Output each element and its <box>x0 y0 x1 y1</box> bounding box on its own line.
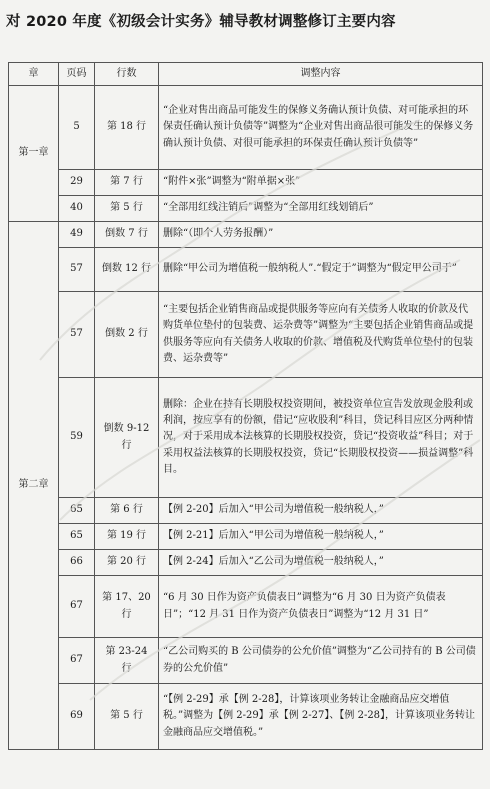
chapter-cell: 第一章 <box>9 86 59 222</box>
table-row <box>9 222 483 248</box>
line-cell: 第 19 行 <box>95 524 159 550</box>
page-cell: 66 <box>59 550 95 576</box>
content-cell: 【例 2-20】后加入“甲公司为增值税一般纳税人，” <box>159 498 483 524</box>
table-row <box>9 292 483 378</box>
line-cell: 第 17、20 行 <box>95 576 159 638</box>
table-row <box>9 248 483 292</box>
line-cell: 倒数 12 行 <box>95 248 159 292</box>
table-row <box>9 498 483 524</box>
table-row <box>9 638 483 684</box>
header-line: 行数 <box>95 63 159 86</box>
page-cell: 57 <box>59 248 95 292</box>
header-page: 页码 <box>59 63 95 86</box>
page-cell: 57 <box>59 292 95 378</box>
content-cell: 删除：企业在持有长期股权投资期间，被投资单位宣告发放现金股利或利润，按应享有的份额，借记“应收股利”科目，贷记科目应区分两种情况，对于采用成本法核算的长期股权投资，贷记“投资收益”科目；对于采用权益法核算的长期股权投资，贷记“长期股权投资——损益调整”科目。 <box>159 378 483 498</box>
line-cell: 第 5 行 <box>95 684 159 750</box>
content-cell: 删除“（即个人劳务报酬）” <box>159 222 483 248</box>
line-cell: 倒数 9-12 行 <box>95 378 159 498</box>
table-row <box>9 684 483 750</box>
content-cell: 【例 2-21】后加入“甲公司为增值税一般纳税人，” <box>159 524 483 550</box>
table-row <box>9 170 483 196</box>
line-cell: 第 18 行 <box>95 86 159 170</box>
page-cell: 65 <box>59 498 95 524</box>
content-cell: “乙公司购买的 B 公司债券的公允价值”调整为“乙公司持有的 B 公司债券的公允价值” <box>159 638 483 684</box>
content-cell: “主要包括企业销售商品或提供服务等应向有关债务人收取的价款及代购货单位垫付的包装费、运杂费等”调整为“主要包括企业销售商品或提供服务等应向有关债务人收取的价款、增值税及代购货单位垫付的包装费、运杂费等” <box>159 292 483 378</box>
page-cell: 5 <box>59 86 95 170</box>
page-cell: 59 <box>59 378 95 498</box>
header-chapter: 章 <box>9 63 59 86</box>
line-cell: 第 20 行 <box>95 550 159 576</box>
content-cell: “【例 2-29】承【例 2-28】，计算该项业务转让金融商品应交增值税。”调整为【例 2-29】承【例 2-27】、【例 2-28】，计算该项业务转让金融商品应交增值税。” <box>159 684 483 750</box>
table-row <box>9 576 483 638</box>
content-cell: “企业对售出商品可能发生的保修义务确认预计负债、对可能承担的环保责任确认预计负债等”调整为“企业对售出商品很可能发生的保修义务确认预计负债、对很可能承担的环保责任确认预计负债等” <box>159 86 483 170</box>
header-content: 调整内容 <box>159 63 483 86</box>
line-cell: 倒数 7 行 <box>95 222 159 248</box>
line-cell: 第 5 行 <box>95 196 159 222</box>
content-cell: “附件×张”调整为“附单据×张” <box>159 170 483 196</box>
page-cell: 67 <box>59 576 95 638</box>
page-cell: 49 <box>59 222 95 248</box>
line-cell: 第 6 行 <box>95 498 159 524</box>
table-row <box>9 524 483 550</box>
line-cell: 倒数 2 行 <box>95 292 159 378</box>
content-cell: “全部用红线注销后”调整为“全部用红线划销后” <box>159 196 483 222</box>
content-cell: 【例 2-24】后加入“乙公司为增值税一般纳税人，” <box>159 550 483 576</box>
table-row <box>9 196 483 222</box>
page-cell: 40 <box>59 196 95 222</box>
line-cell: 第 7 行 <box>95 170 159 196</box>
page-cell: 67 <box>59 638 95 684</box>
page-cell: 69 <box>59 684 95 750</box>
chapter-cell: 第二章 <box>9 222 59 750</box>
line-cell: 第 23-24 行 <box>95 638 159 684</box>
table-row <box>9 86 483 170</box>
table-header-row <box>9 63 483 86</box>
content-cell: 删除“甲公司为增值税一般纳税人”.“假定于”调整为“假定甲公司于” <box>159 248 483 292</box>
page-cell: 29 <box>59 170 95 196</box>
page-cell: 65 <box>59 524 95 550</box>
page-title: 对 2020 年度《初级会计实务》辅导教材调整修订主要内容 <box>6 14 396 30</box>
table-row <box>9 378 483 498</box>
content-cell: “6 月 30 日作为资产负债表日”调整为“6 月 30 日为资产负债表日”；“12 月 31 日作为资产负债表日”调整为“12 月 31 日” <box>159 576 483 638</box>
revision-table <box>8 62 483 750</box>
table-row <box>9 550 483 576</box>
